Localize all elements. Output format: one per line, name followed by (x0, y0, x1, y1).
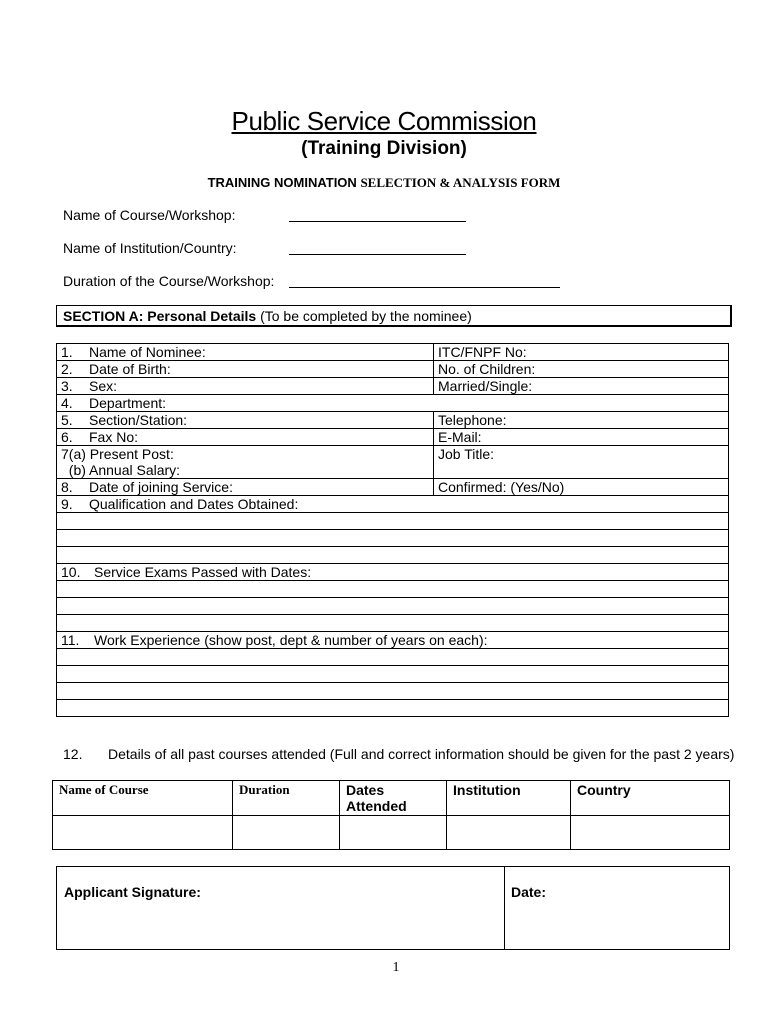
applicant-signature-area[interactable] (57, 867, 505, 949)
table-row (57, 683, 729, 700)
section-a-note: (To be completed by the nominee) (260, 308, 472, 324)
table-row (57, 361, 729, 378)
form-title-part-a: TRAINING NOMINATION (207, 175, 357, 190)
table-row (57, 598, 729, 615)
table-header-row (53, 781, 730, 816)
row-label: Name of Nominee: (89, 344, 206, 360)
email-cell[interactable] (434, 429, 729, 446)
page-number: 1 (392, 960, 400, 975)
page-subtitle: (Training Division) (301, 138, 467, 159)
institution-field[interactable] (289, 254, 466, 255)
column-header-dates-attended (340, 781, 447, 816)
date-label: Date: (511, 884, 547, 900)
confirmed-cell[interactable] (434, 479, 729, 496)
row-label: ITC/FNPF No: (438, 344, 527, 360)
table-row (57, 649, 729, 666)
item-label: Details of all past courses attended (Full and correct information should be given for the past 2 years) (108, 746, 735, 762)
dates-attended-cell[interactable] (340, 816, 447, 850)
row-label-2: (b) Annual Salary: (68, 462, 181, 478)
column-header-institution: Institution (447, 781, 571, 816)
column-header-country: Country (571, 781, 730, 816)
column-header-duration: Duration (233, 781, 340, 816)
service-exams-entry-cell[interactable] (57, 581, 729, 598)
table-row (57, 446, 729, 479)
row-number: 10. (61, 564, 81, 580)
row-label: E-Mail: (438, 429, 482, 445)
table-row (57, 479, 729, 496)
table-row (57, 344, 729, 361)
name-of-course-cell[interactable] (53, 816, 233, 850)
row-label: Work Experience (show post, dept & number of years on each): (94, 632, 488, 648)
row-number: 1. (61, 344, 73, 360)
table-row (57, 378, 729, 395)
row-label: Date of joining Service: (89, 479, 233, 495)
row-number: 8. (61, 479, 73, 495)
table-row (57, 429, 729, 446)
service-exams-entry-cell[interactable] (57, 615, 729, 632)
personal-details-table (56, 343, 729, 717)
row-label: Qualification and Dates Obtained: (89, 496, 299, 512)
qualification-entry-cell[interactable] (57, 513, 729, 530)
table-row (57, 615, 729, 632)
course-name-label: Name of Course/Workshop: (63, 207, 236, 223)
row-number: 6. (61, 429, 73, 445)
sex-cell[interactable] (57, 378, 434, 395)
table-row (57, 632, 729, 649)
applicant-signature-label: Applicant Signature: (64, 884, 201, 900)
item-number: 12. (63, 746, 83, 762)
name-of-nominee-cell[interactable] (57, 344, 434, 361)
dates-attended-label: Dates Attended (346, 782, 407, 814)
row-number: 11. (61, 632, 80, 648)
past-courses-instruction (63, 746, 734, 762)
row-number: 4. (61, 395, 73, 411)
row-label: Telephone: (438, 412, 507, 428)
row-label: Married/Single: (438, 378, 533, 394)
row-label: Service Exams Passed with Dates: (94, 564, 312, 580)
institution-cell[interactable] (447, 816, 571, 850)
section-a-header (56, 305, 732, 327)
table-row (57, 666, 729, 683)
table-row (57, 547, 729, 564)
table-row (57, 530, 729, 547)
course-name-field[interactable] (289, 221, 466, 222)
row-label: Section/Station: (89, 412, 188, 428)
married-single-cell[interactable] (434, 378, 729, 395)
qualification-header-cell (57, 496, 729, 513)
row-label: No. of Children: (438, 361, 536, 377)
country-cell[interactable] (571, 816, 730, 850)
past-courses-table (52, 780, 730, 850)
work-experience-entry-cell[interactable] (57, 649, 729, 666)
qualification-entry-cell[interactable] (57, 547, 729, 564)
work-experience-entry-cell[interactable] (57, 700, 729, 717)
department-cell[interactable] (57, 395, 729, 412)
date-joining-cell[interactable] (57, 479, 434, 496)
section-station-cell[interactable] (57, 412, 434, 429)
duration-field[interactable] (289, 287, 560, 288)
row-label: Present Post: (89, 446, 174, 462)
table-row (57, 700, 729, 717)
row-label: Fax No: (89, 429, 139, 445)
service-exams-entry-cell[interactable] (57, 598, 729, 615)
work-experience-entry-cell[interactable] (57, 683, 729, 700)
row-label: Sex: (89, 378, 118, 394)
form-title-part-b: SELECTION & ANALYSIS FORM (360, 175, 561, 190)
row-number: 3. (61, 378, 73, 394)
signature-box (56, 866, 730, 950)
qualification-entry-cell[interactable] (57, 530, 729, 547)
work-experience-header-cell (57, 632, 729, 649)
institution-label: Name of Institution/Country: (63, 240, 237, 256)
job-title-cell[interactable] (434, 446, 729, 479)
table-row (57, 496, 729, 513)
table-row (57, 513, 729, 530)
table-row (57, 581, 729, 598)
table-row (57, 564, 729, 581)
itc-fnpf-cell[interactable] (434, 344, 729, 361)
date-of-birth-cell[interactable] (57, 361, 434, 378)
row-label: Job Title: (438, 446, 495, 462)
duration-label: Duration of the Course/Workshop: (63, 273, 275, 289)
row-number: 2. (61, 361, 73, 377)
table-row (57, 395, 729, 412)
row-number: 5. (61, 412, 73, 428)
table-row (57, 412, 729, 429)
present-post-cell[interactable] (57, 446, 434, 479)
row-label: Confirmed: (Yes/No) (438, 479, 565, 495)
table-row (53, 816, 730, 850)
form-title (0, 175, 768, 191)
work-experience-entry-cell[interactable] (57, 666, 729, 683)
no-of-children-cell[interactable] (434, 361, 729, 378)
row-label: Department: (89, 395, 167, 411)
duration-cell[interactable] (233, 816, 340, 850)
row-number: 7(a) (61, 446, 86, 462)
service-exams-header-cell (57, 564, 729, 581)
row-label: Date of Birth: (89, 361, 171, 377)
telephone-cell[interactable] (434, 412, 729, 429)
page-title: Public Service Commission (231, 106, 537, 136)
section-a-label: SECTION A: Personal Details (63, 308, 257, 324)
column-header-name-of-course: Name of Course (53, 781, 233, 816)
row-number: 9. (61, 496, 73, 512)
fax-cell[interactable] (57, 429, 434, 446)
